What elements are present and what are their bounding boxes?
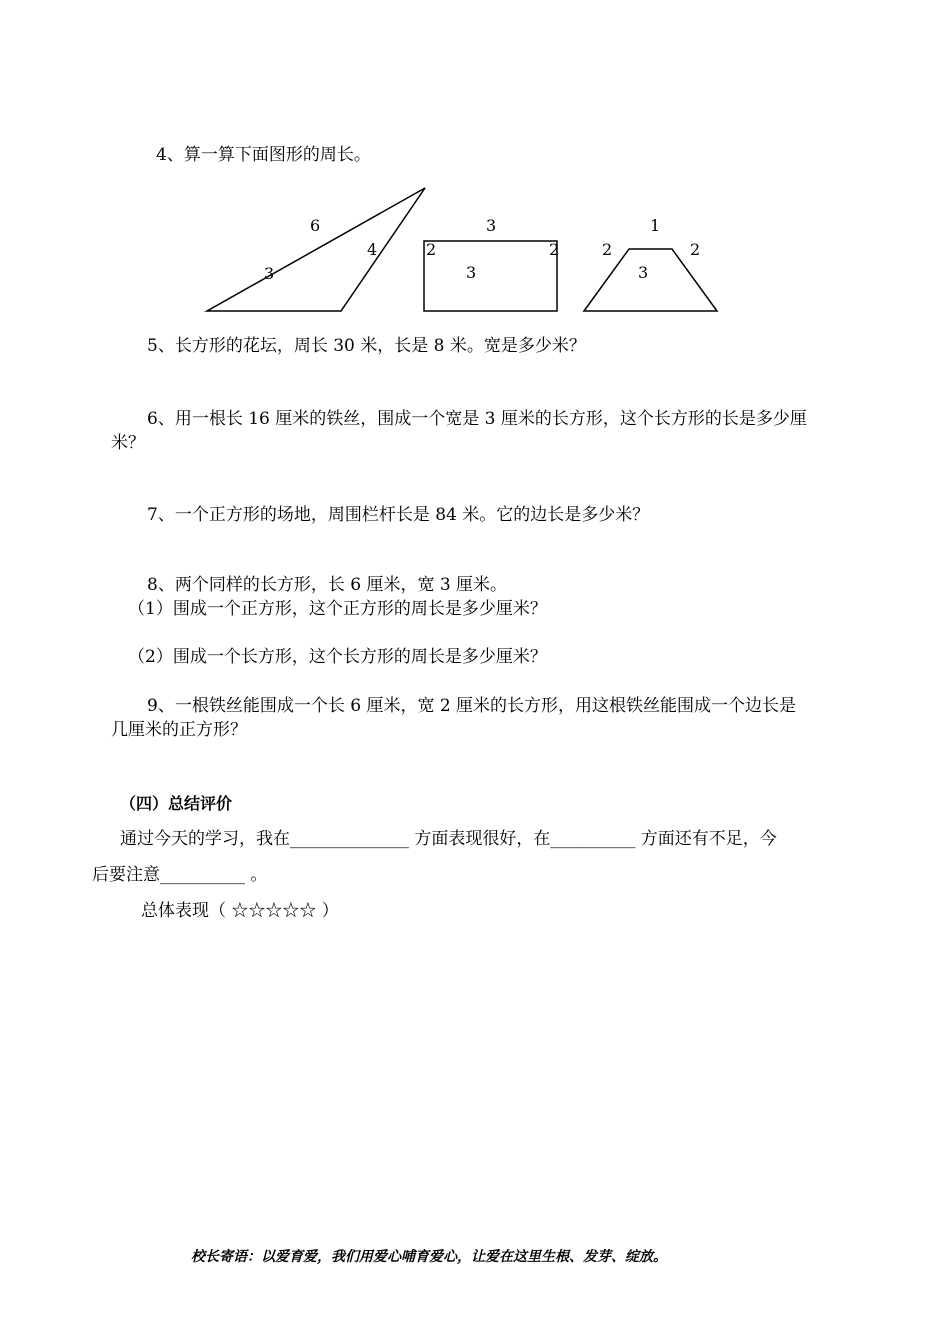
summary-line-2: 后要注意__________ 。 (92, 865, 268, 885)
trapezoid-label-right: 2 (690, 240, 701, 259)
question-8-part-1: （1）围成一个正方形，这个正方形的周长是多少厘米？ (128, 599, 547, 619)
rectangle-label-top: 3 (486, 216, 497, 235)
question-9-line-2: 几厘米的正方形？ (111, 720, 247, 740)
trapezoid-label-top: 1 (650, 216, 661, 235)
triangle-label-left: 3 (264, 264, 275, 283)
question-8-stem: 8、两个同样的长方形，长 6 厘米，宽 3 厘米。 (147, 575, 508, 595)
question-9-line-1: 9、一根铁丝能围成一个长 6 厘米，宽 2 厘米的长方形，用这根铁丝能围成一个边长是 (147, 696, 797, 716)
trapezoid-label-left: 2 (602, 240, 613, 259)
overall-rating: 总体表现（ ☆☆☆☆☆ ） (141, 901, 339, 921)
question-8-part-2: （2）围成一个长方形，这个长方形的周长是多少厘米？ (128, 647, 547, 667)
triangle-shape (207, 188, 425, 311)
question-6-line-1: 6、用一根长 16 厘米的铁丝，围成一个宽是 3 厘米的长方形，这个长方形的长是多少厘 (147, 409, 807, 429)
rectangle-shape (424, 240, 560, 311)
rectangle-label-left: 2 (426, 240, 437, 259)
question-6-line-2: 米？ (111, 433, 145, 453)
rectangle-label-right: 2 (549, 240, 560, 259)
summary-heading: （四）总结评价 (120, 794, 233, 813)
trapezoid-label-center: 3 (638, 263, 649, 282)
rectangle-label-center: 3 (466, 263, 477, 282)
question-7: 7、一个正方形的场地，周围栏杆长是 84 米。它的边长是多少米？ (147, 505, 650, 525)
summary-line-1: 通过今天的学习，我在______________ 方面表现很好，在__________ 方面还有不足，今 (120, 829, 777, 849)
triangle-label-right: 4 (367, 240, 378, 259)
principal-message: 校长寄语：以爱育爱，我们用爱心哺育爱心，让爱在这里生根、发芽、绽放。 (191, 1249, 667, 1265)
question-4: 4、算一算下面图形的周长。 (156, 145, 371, 165)
question-5: 5、长方形的花坛，周长 30 米，长是 8 米。宽是多少米？ (147, 336, 586, 356)
triangle-label-top: 6 (310, 216, 321, 235)
